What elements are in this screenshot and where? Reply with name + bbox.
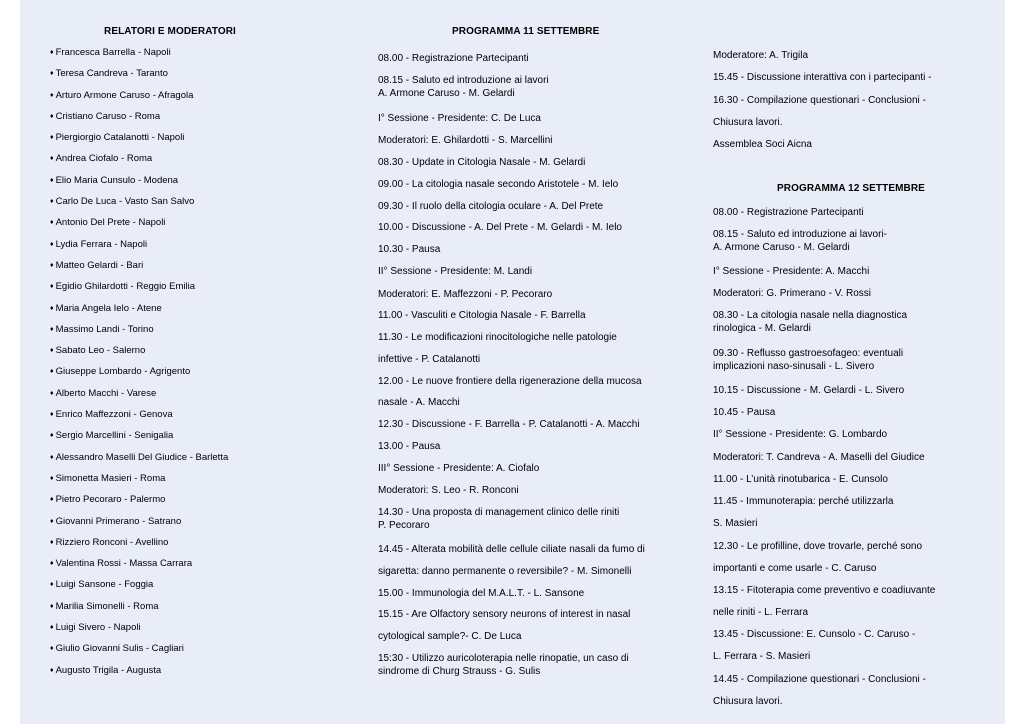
speaker-name: Valentina Rossi - Massa Carrara — [55, 558, 193, 570]
speaker-name: Piergiorgio Catalanotti - Napoli — [55, 132, 185, 144]
speaker-item — [50, 452, 350, 473]
diamond-bullet-icon: ♦ — [50, 91, 54, 99]
speaker-name: Lydia Ferrara - Napoli — [55, 238, 148, 250]
program-entry: sigaretta: danno permanente o reversibile? - M. Simonelli — [378, 566, 632, 577]
speaker-name: Simonetta Masieri - Roma — [55, 472, 166, 484]
program-entry: Chiusura lavori. — [713, 696, 783, 707]
speaker-item — [50, 409, 350, 430]
program-entry: Assemblea Soci Aicna — [713, 139, 812, 150]
speaker-name: Cristiano Caruso - Roma — [55, 110, 161, 122]
speaker-name: Maria Angela Ielo - Atene — [55, 302, 162, 314]
program-entry: Moderatore: A. Trigila — [713, 50, 809, 61]
program-entry: 09.30 - Il ruolo della citologia oculare - A. Del Prete — [378, 201, 604, 212]
speaker-name: Andrea Ciofalo - Roma — [55, 153, 153, 165]
program-entry: 12.00 - Le nuove frontiere della rigenerazione della mucosa — [378, 376, 642, 387]
program-sept-12-heading: PROGRAMMA 12 SETTEMBRE — [777, 183, 925, 194]
diamond-bullet-icon: ♦ — [50, 517, 54, 525]
program-entry: 14.30 - Una proposta di management clinico delle riniti P. Pecoraro — [378, 507, 620, 531]
program-entry: 08.00 - Registrazione Partecipanti — [378, 53, 529, 64]
speakers-heading: RELATORI E MODERATORI — [104, 26, 236, 37]
program-entry: 13.00 - Pausa — [378, 441, 441, 452]
diamond-bullet-icon: ♦ — [50, 155, 54, 163]
speaker-name: Carlo De Luca - Vasto San Salvo — [55, 196, 195, 208]
program-entry: II° Sessione - Presidente: M. Landi — [378, 266, 533, 277]
speaker-item — [50, 260, 350, 281]
speaker-item — [50, 665, 350, 686]
diamond-bullet-icon: ♦ — [50, 49, 54, 56]
diamond-bullet-icon: ♦ — [50, 112, 54, 120]
program-entry: Moderatori: E. Maffezzoni - P. Pecoraro — [378, 289, 553, 300]
diamond-bullet-icon: ♦ — [50, 432, 54, 440]
program-entry: cytological sample?- C. De Luca — [378, 631, 522, 642]
speaker-item — [50, 537, 350, 558]
program-entry: 08.15 - Saluto ed introduzione ai lavori- A. Armone Caruso - M. Gelardi — [713, 229, 887, 253]
program-entry: 10.45 - Pausa — [713, 407, 776, 418]
speaker-item — [50, 388, 350, 409]
diamond-bullet-icon: ♦ — [50, 283, 54, 291]
program-entry: 10.30 - Pausa — [378, 244, 441, 255]
diamond-bullet-icon: ♦ — [50, 581, 54, 589]
speaker-item — [50, 473, 350, 494]
program-entry: nasale - A. Macchi — [378, 397, 460, 408]
diamond-bullet-icon: ♦ — [50, 474, 54, 482]
diamond-bullet-icon: ♦ — [50, 198, 54, 206]
speaker-item — [50, 366, 350, 387]
diamond-bullet-icon: ♦ — [50, 411, 54, 419]
speaker-item — [50, 196, 350, 217]
speaker-name: Sergio Marcellini - Senigalia — [55, 430, 174, 442]
program-entry: S. Masieri — [713, 518, 758, 529]
speaker-name: Marilia Simonelli - Roma — [55, 600, 159, 612]
program-entry: II° Sessione - Presidente: G. Lombardo — [713, 429, 888, 440]
diamond-bullet-icon: ♦ — [50, 538, 54, 546]
speaker-name: Augusto Trigila - Augusta — [55, 664, 162, 676]
speaker-item — [50, 579, 350, 600]
speaker-name: Massimo Landi - Torino — [55, 323, 154, 335]
diamond-bullet-icon: ♦ — [50, 176, 54, 184]
speaker-name: Luigi Sansone - Foggia — [55, 579, 154, 591]
speaker-item — [50, 643, 350, 664]
program-entry: 12.30 - Le profilline, dove trovarle, perché sono — [713, 541, 923, 552]
program-entry: importanti e come usarle - C. Caruso — [713, 563, 877, 574]
speaker-item — [50, 516, 350, 537]
speaker-item — [50, 111, 350, 132]
diamond-bullet-icon: ♦ — [50, 240, 54, 248]
speaker-item — [50, 217, 350, 238]
program-entry: Moderatori: T. Candreva - A. Maselli del Giudice — [713, 452, 925, 463]
program-entry: I° Sessione - Presidente: A. Macchi — [713, 266, 870, 277]
program-entry: 15.45 - Discussione interattiva con i partecipanti - — [713, 72, 932, 83]
speaker-item — [50, 90, 350, 111]
speaker-item — [50, 132, 350, 153]
speaker-name: Rizziero Ronconi - Avellino — [55, 536, 169, 548]
speaker-name: Giovanni Primerano - Satrano — [55, 515, 182, 527]
program-entry: 13.45 - Discussione: E. Cunsolo - C. Caruso - — [713, 629, 916, 640]
speaker-item — [50, 281, 350, 302]
diamond-bullet-icon: ♦ — [50, 134, 54, 142]
diamond-bullet-icon: ♦ — [50, 602, 54, 610]
speaker-name: Giulio Giovanni Sulis - Cagliari — [55, 643, 184, 655]
program-entry: 10.00 - Discussione - A. Del Prete - M. Gelardi - M. Ielo — [378, 222, 622, 233]
program-entry: 11.30 - Le modificazioni rinocitologiche nelle patologie — [378, 332, 617, 343]
speaker-name: Pietro Pecoraro - Palermo — [55, 494, 166, 506]
speaker-item — [50, 324, 350, 345]
diamond-bullet-icon: ♦ — [50, 624, 54, 632]
speaker-item — [50, 47, 350, 68]
program-entry: Moderatori: G. Primerano - V. Rossi — [713, 288, 872, 299]
diamond-bullet-icon: ♦ — [50, 645, 54, 653]
speaker-item — [50, 303, 350, 324]
speaker-item — [50, 153, 350, 174]
speaker-name: Enrico Maffezzoni - Genova — [55, 409, 173, 421]
program-entry: 13.15 - Fitoterapia come preventivo e coadiuvante — [713, 585, 936, 596]
program-entry: 15.00 - Immunologia del M.A.L.T. - L. Sansone — [378, 588, 585, 599]
program-entry: 14.45 - Alterata mobilità delle cellule ciliate nasali da fumo di — [378, 544, 645, 555]
program-entry: 11.45 - Immunoterapia: perché utilizzarla — [713, 496, 894, 507]
speaker-name: Egidio Ghilardotti - Reggio Emilia — [55, 281, 195, 293]
program-entry: 11.00 - L’unità rinotubarica - E. Cunsolo — [713, 474, 888, 485]
program-entry: L. Ferrara - S. Masieri — [713, 651, 811, 662]
program-entry: nelle riniti - L. Ferrara — [713, 607, 809, 618]
program-entry: 08.00 - Registrazione Partecipanti — [713, 207, 864, 218]
diamond-bullet-icon: ♦ — [50, 368, 54, 376]
speaker-name: Alberto Macchi - Varese — [55, 387, 157, 399]
program-entry: 15:30 - Utilizzo auricoloterapia nelle rinopatie, un caso di sindrome di Churg Strauss - G. Sulis — [378, 653, 629, 677]
speaker-name: Francesca Barrella - Napoli — [55, 47, 171, 58]
program-entry: III° Sessione - Presidente: A. Ciofalo — [378, 463, 540, 474]
speaker-item — [50, 239, 350, 260]
speaker-name: Alessandro Maselli Del Giudice - Barletta — [55, 451, 229, 463]
diamond-bullet-icon: ♦ — [50, 261, 54, 269]
diamond-bullet-icon: ♦ — [50, 496, 54, 504]
program-entry: 08.30 - Update in Citologia Nasale - M. Gelardi — [378, 157, 586, 168]
program-entry: 08.15 - Saluto ed introduzione ai lavori A. Armone Caruso - M. Gelardi — [378, 75, 549, 99]
program-entry: 09.00 - La citologia nasale secondo Aristotele - M. Ielo — [378, 179, 619, 190]
diamond-bullet-icon: ♦ — [50, 666, 54, 674]
program-entry: 10.15 - Discussione - M. Gelardi - L. Sivero — [713, 385, 905, 396]
diamond-bullet-icon: ♦ — [50, 325, 54, 333]
diamond-bullet-icon: ♦ — [50, 304, 54, 312]
program-entry: Chiusura lavori. — [713, 117, 783, 128]
diamond-bullet-icon: ♦ — [50, 389, 54, 397]
program-entry: 15.15 - Are Olfactory sensory neurons of interest in nasal — [378, 609, 631, 620]
program-page — [20, 0, 1005, 724]
speaker-item — [50, 601, 350, 622]
speaker-item — [50, 175, 350, 196]
program-entry: 08.30 - La citologia nasale nella diagnostica rinologica - M. Gelardi — [713, 310, 908, 334]
program-entry: 12.30 - Discussione - F. Barrella - P. Catalanotti - A. Macchi — [378, 419, 640, 430]
diamond-bullet-icon: ♦ — [50, 347, 54, 355]
speaker-name: Matteo Gelardi - Bari — [55, 259, 144, 271]
speaker-name: Antonio Del Prete - Napoli — [55, 217, 166, 229]
speaker-name: Luigi Sivero - Napoli — [55, 622, 141, 634]
diamond-bullet-icon: ♦ — [50, 560, 54, 568]
speakers-list — [50, 47, 350, 686]
program-entry: Moderatori: S. Leo - R. Ronconi — [378, 485, 519, 496]
diamond-bullet-icon: ♦ — [50, 219, 54, 227]
speaker-item — [50, 558, 350, 579]
program-entry: 11.00 - Vasculiti e Citologia Nasale - F. Barrella — [378, 310, 586, 321]
speaker-name: Arturo Armone Caruso - Afragola — [55, 89, 194, 101]
speaker-name: Sabato Leo - Salerno — [55, 345, 146, 357]
speaker-item — [50, 622, 350, 643]
program-sept-11-column — [378, 26, 688, 677]
speaker-item — [50, 68, 350, 89]
speaker-item — [50, 430, 350, 451]
program-entry: I° Sessione - Presidente: C. De Luca — [378, 113, 541, 124]
speaker-name: Teresa Candreva - Taranto — [55, 68, 168, 80]
diamond-bullet-icon: ♦ — [50, 70, 54, 78]
program-entry: 14.45 - Compilazione questionari - Conclusioni - — [713, 674, 926, 685]
speaker-name: Giuseppe Lombardo - Agrigento — [55, 366, 191, 378]
program-entry: 09.30 - Reflusso gastroesofageo: eventuali implicazioni naso-sinusali - L. Sivero — [713, 348, 904, 372]
speaker-name: Elio Maria Cunsulo - Modena — [55, 174, 179, 186]
speakers-column — [50, 26, 350, 686]
program-entry: infettive - P. Catalanotti — [378, 354, 481, 365]
program-entry: Moderatori: E. Ghilardotti - S. Marcellini — [378, 135, 553, 146]
program-sept-11-heading: PROGRAMMA 11 SETTEMBRE — [452, 26, 600, 37]
speaker-item — [50, 345, 350, 366]
diamond-bullet-icon: ♦ — [50, 453, 54, 461]
program-entry: 16.30 - Compilazione questionari - Conclusioni - — [713, 95, 926, 106]
speaker-item — [50, 494, 350, 515]
